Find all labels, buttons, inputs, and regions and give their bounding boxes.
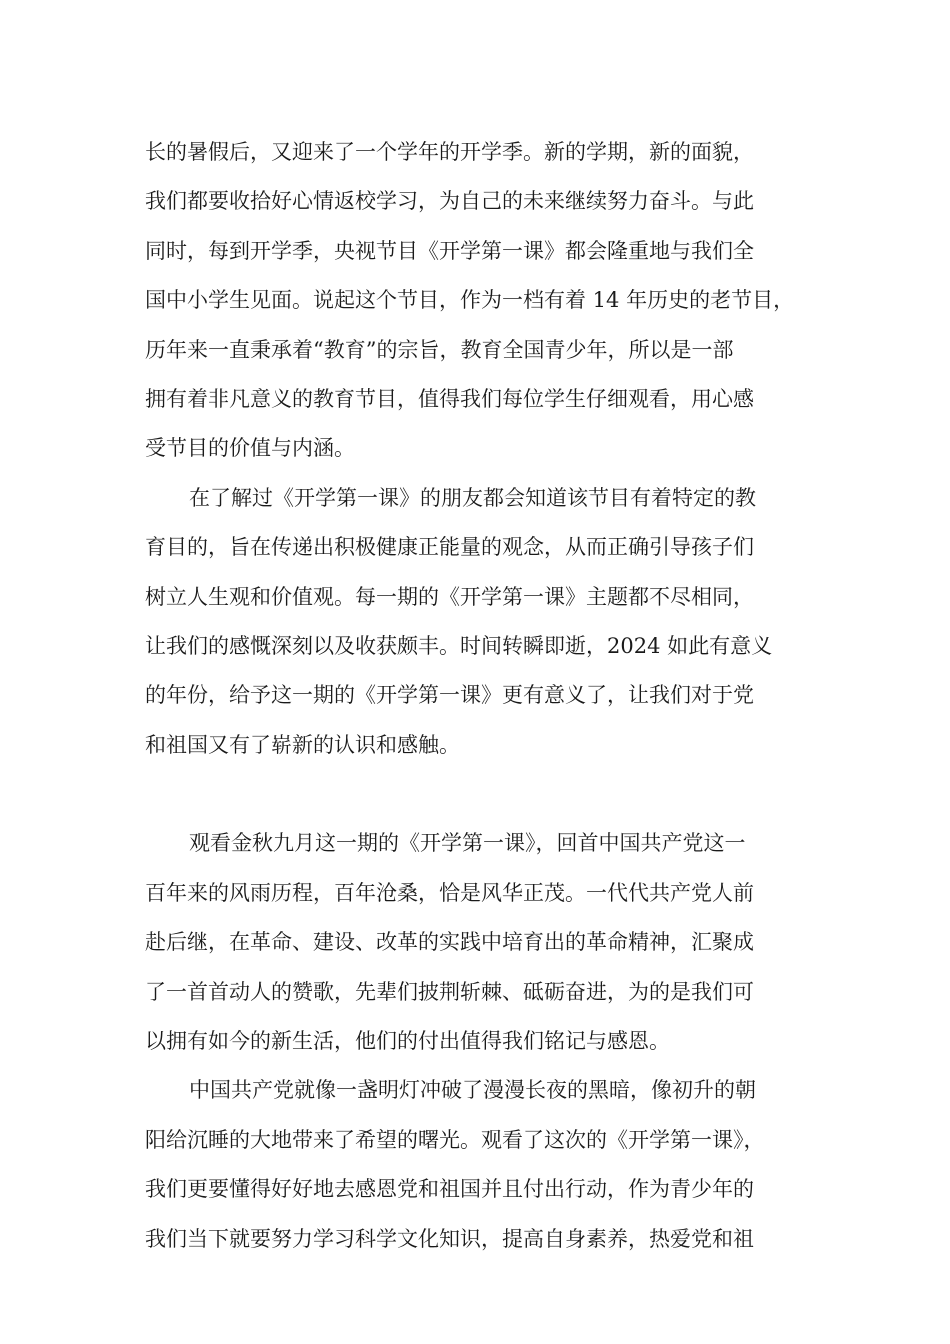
- text-line: 百年来的风雨历程，百年沧桑，恰是风华正茂。一代代共产党人前: [145, 880, 754, 905]
- text-line: 同时，每到开学季，央视节目《开学第一课》都会隆重地与我们全: [145, 238, 754, 263]
- text-line: 我们都要收拾好心情返校学习，为自己的未来继续努力奋斗。与此: [145, 189, 754, 214]
- paragraph-1: [145, 128, 815, 474]
- text-line: 受节目的价值与内涵。: [145, 436, 355, 461]
- text-line: 以拥有如今的新生活，他们的付出值得我们铭记与感恩。: [145, 1029, 670, 1054]
- text-line: 让我们的感慨深刻以及收获颇丰。时间转瞬即逝，2024 如此有意义: [145, 633, 773, 658]
- text-line: 和祖国又有了崭新的认识和感触。: [145, 732, 460, 757]
- document-body: [145, 128, 815, 1264]
- text-line: 树立人生观和价值观。每一期的《开学第一课》主题都不尽相同，: [145, 584, 754, 609]
- text-line: 在了解过《开学第一课》的朋友都会知道该节目有着特定的教: [189, 485, 756, 510]
- text-line: 拥有着非凡意义的教育节目，值得我们每位学生仔细观看，用心感: [145, 386, 754, 411]
- text-line: 的年份，给予这一期的《开学第一课》更有意义了，让我们对于党: [145, 683, 754, 708]
- text-line: 国中小学生见面。说起这个节目，作为一档有着 14 年历史的老节目，: [145, 288, 795, 313]
- text-line: 育目的，旨在传递出积极健康正能量的观念，从而正确引导孩子们: [145, 535, 754, 560]
- text-line: 阳给沉睡的大地带来了希望的曙光。观看了这次的《开学第一课》，: [145, 1127, 765, 1152]
- text-line: 长的暑假后，又迎来了一个学年的开学季。新的学期，新的面貌，: [145, 140, 754, 164]
- text-line: 了一首首动人的赞歌，先辈们披荆斩棘、砥砺奋进，为的是我们可: [145, 979, 754, 1004]
- text-line: 我们当下就要努力学习科学文化知识，提高自身素养，热爱党和祖: [145, 1226, 754, 1251]
- text-line: 中国共产党就像一盏明灯冲破了漫漫长夜的黑暗，像初升的朝: [189, 1078, 756, 1103]
- paragraph-2: [145, 474, 815, 820]
- text-line: 赴后继，在革命、建设、改革的实践中培育出的革命精神，汇聚成: [145, 930, 754, 955]
- text-line: 历年来一直秉承着“教育”的宗旨，教育全国青少年，所以是一部: [145, 337, 734, 362]
- text-line: 我们更要懂得好好地去感恩党和祖国并且付出行动，作为青少年的: [145, 1177, 754, 1202]
- text-line: [145, 770, 815, 819]
- paragraph-3: [145, 819, 815, 1066]
- text-line: 观看金秋九月这一期的《开学第一课》，回首中国共产党这一: [189, 831, 746, 856]
- paragraph-4: [145, 1066, 815, 1264]
